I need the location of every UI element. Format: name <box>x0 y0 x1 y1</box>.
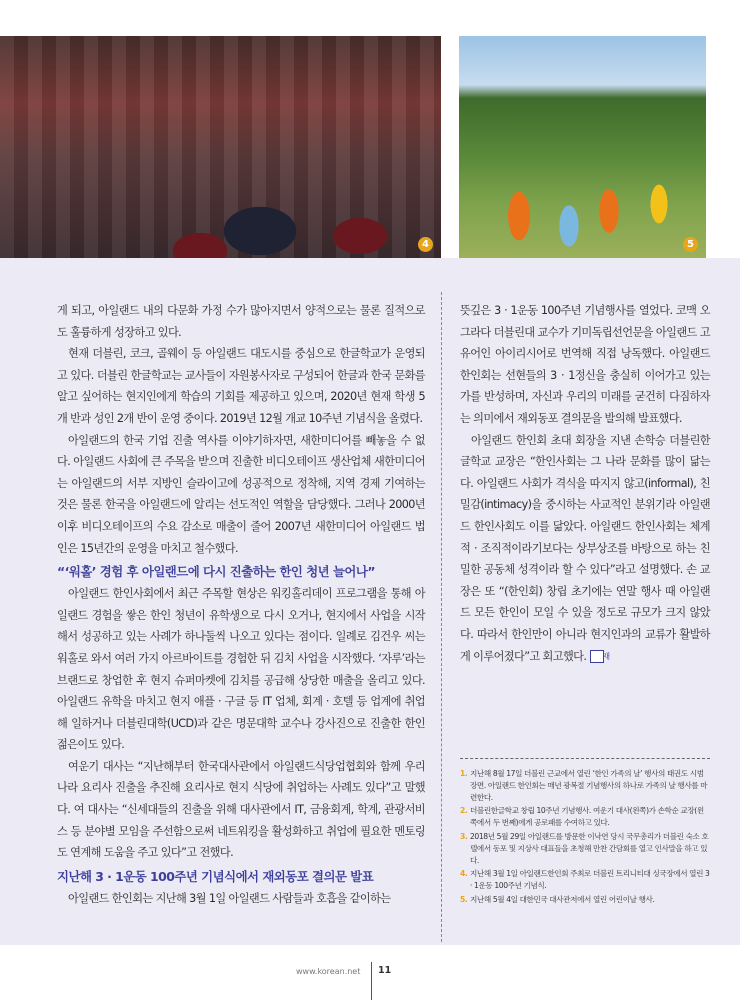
paragraph <box>460 430 710 668</box>
footer-url: www.korean.net <box>296 967 361 976</box>
section-heading: “‘워홀’ 경험 후 아일랜드에 다시 진출하는 한인 청년 늘어나” <box>57 564 376 580</box>
section-heading: 지난해 3 · 1운동 100주년 기념식에서 재외동포 결의문 발표 <box>57 868 374 884</box>
paragraph: 아일랜드의 한국 기업 진출 역사를 이야기하자면, 새한미디어를 빼놓을 수 없다. 아일랜드 사회에 큰 주목을 받으며 진출한 비디오테이프 생산업체 새한미디어는 아일랜드의 서부 지방인 슬라이고에 성공적으로 정착해, 지역 경제 기여하는 것은 물론 한국을 아일랜드에 알리는 선도적인 역할을 담당했다. 그러나 2000년 이후 비디오테이프의 수요 감소로 매출이 줄어 2007년 새한미디어 아일랜드 법인은 15년간의 운영을 마치고 철수했다. <box>57 433 425 555</box>
photo-captions <box>460 768 710 908</box>
paragraph: 아일랜드 한인회는 지난해 3월 1일 아일랜드 사람들과 호흡을 같이하는 <box>68 891 391 905</box>
paragraph: 게 되고, 아일랜드 내의 다문화 가정 수가 많아지면서 양적으로는 물론 질적으로도 훌륭하게 성장하고 있다. <box>57 304 425 339</box>
photo-childrens-day <box>459 36 706 258</box>
caption-item: 2. 더블린한글학교 창립 10주년 기념행사. 여운기 대사(왼쪽)가 손학순 교장(왼쪽에서 두 번째)에게 공로패를 수여하고 있다. <box>460 806 704 828</box>
footer-divider <box>371 962 372 1000</box>
paragraph: 아일랜드 한인사회에서 최근 주목할 현상은 워킹홀리데이 프로그램을 통해 아일랜드 경험을 쌓은 한인 청년이 유학생으로 다시 오거나, 현지에서 사업을 시작해서 성공하고 있는 사례가 하나둘씩 나오고 있다는 점이다. 일례로 김건우 씨는 워홀로 와서 여러 가지 아르바이트를 경험한 뒤 김치 사업을 시작했다. ‘자루’라는 브랜드로 창업한 후 현지 슈퍼마켓에 김치를 공급해 상당한 매출을 올리고 있다. 아일랜드 유학을 마치고 현지 애플 · 구글 등 IT 업체, 회계 · 호텔 등 업계에 취업해 일하거나 더블린대학(UCD)과 같은 명문대학 교수나 강사진으로 진출한 한인 젊은이도 있다. <box>57 587 425 752</box>
right-column <box>460 300 710 667</box>
page-number: 11 <box>378 965 392 976</box>
paragraph-text: 아일랜드 한인회 초대 회장을 지낸 손학승 더블린한글학교 교장은 “한인사회는 그 나라 문화를 많이 닮는다. 아일랜드 사회가 격식을 따지지 않고(informal), 친밀감(intimacy)을 중시하는 사교적인 분위기라 아일랜드 한인사회도 이를 닮았다. 아일랜드 한인사회는 체계적 · 조직적이라기보다는 상부상조를 바탕으로 하는 친밀한 공동체 성격이라 할 수 있다”라고 설명했다. 손 교장은 또 “(한인회) 창립 초기에는 연말 행사 때 아일랜드 모든 한인이 모일 수 있을 정도로 규모가 크지 않았다. 따라서 한인만이 아니라 현지인과의 교류가 활발하게 이루어졌다”고 회고했다. <box>460 433 710 663</box>
left-column <box>57 300 425 909</box>
caption-item: 4. 지난해 3월 1일 아일랜드한인회 주최로 더블린 트리니티대 싱국장에서 열린 3 · 1운동 100주년 기념식. <box>460 869 710 891</box>
photo-number-badge: 5 <box>683 237 698 252</box>
caption-separator <box>460 758 710 759</box>
photo-number-badge: 4 <box>418 237 433 252</box>
caption-item: 1. 지난해 8월 17일 더블린 근교에서 열린 ‘한인 가족의 날’ 행사의 태권도 시범 장면. 아일랜드 한인회는 매년 광복절 기념행사의 하나로 가족의 날 행사를 마련한다. <box>460 769 708 802</box>
paragraph: 현재 더블린, 코크, 골웨이 등 아일랜드 대도시를 중심으로 한글학교가 운영되고 있다. 더블린 한글학교는 교사들이 자원봉사자로 구성되어 한글과 한국 문화를 알고 싶어하는 현지인에게 학습의 기회를 제공하고 있으며, 2020년 현재 학생 5개 반과 성인 2개 반이 운영 중이다. 2019년 12월 개교 10주년 기념식을 올렸다. <box>57 347 425 425</box>
article-end-icon: 재 <box>590 650 604 663</box>
caption-item: 5. 지난해 5월 4일 대한민국 대사관저에서 열린 어린이날 행사. <box>460 894 655 904</box>
paragraph: 여운기 대사는 “지난해부터 한국대사관에서 아일랜드식당업협회와 함께 우리나라 요리사 진출을 추진해 요리사로 현지 식당에 취업하는 사례도 있다”고 말했다. 여 대사는 “신세대들의 진출을 위해 대사관에서 IT, 금융회계, 학계, 관광서비스 등 분야별 모임을 주선함으로써 네트워킹을 활성화하고 취업에 필요한 멘토링도 연계해 도움을 주고 있다”고 전했다. <box>57 759 425 860</box>
paragraph: 뜻깊은 3 · 1운동 100주년 기념행사를 열었다. 코맥 오 그라다 더블린대 교수가 기미독립선언문을 아일랜드 고유어인 아이리시어로 번역해 직접 낭독했다. 아일랜드 한인회는 선현들의 3 · 1정신을 충실히 이어가고 있는가를 반성하며, 자신과 우리의 미래를 굳건히 다짐하자는 의미에서 재외동포 결의문을 발의해 발표했다. <box>460 304 710 425</box>
photo-ceremony-audience <box>0 36 441 258</box>
caption-item: 3. 2018년 5월 29일 아일랜드를 방문한 이낙연 당시 국무총리가 더블린 숙소 호텔에서 동포 및 지상사 대표들을 초청해 만찬 간담회를 열고 인사말을 하고 있다. <box>460 831 709 865</box>
column-divider <box>441 292 442 942</box>
